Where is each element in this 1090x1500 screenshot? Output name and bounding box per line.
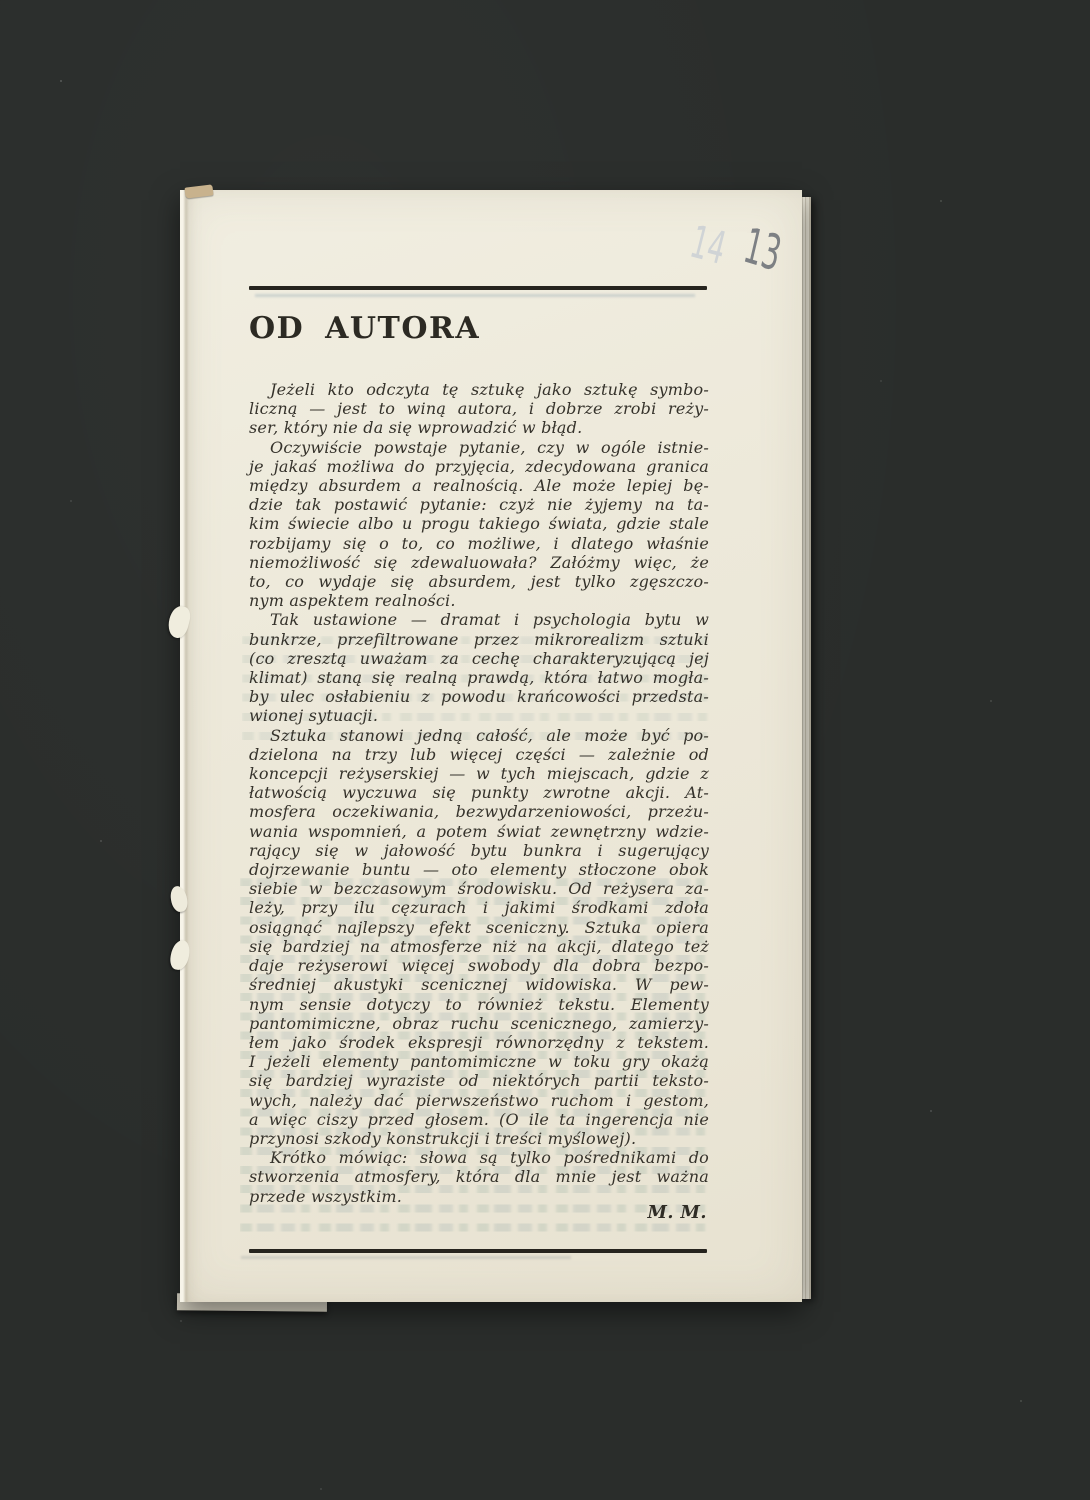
text-line: ser, który nie da się wprowadzić w błąd.: [249, 418, 583, 438]
paragraph: [249, 438, 709, 611]
torn-paper-chip: [169, 885, 188, 913]
dust-specks: [60, 80, 62, 82]
paragraph: [249, 610, 709, 725]
text-line: rający się w jałowość bytu bunkra i sugerujący: [249, 840, 709, 860]
text-line: to, co wydaje się absurdem, jest tylko zgęszczo-: [249, 572, 709, 592]
text-line: przynosi szkody konstrukcji i treści myślowej).: [249, 1128, 637, 1148]
author-initials: M. M.: [647, 1203, 707, 1223]
text-line: Krótko mówiąc: słowa są tylko pośrednikami do: [270, 1148, 709, 1168]
text-line: by ulec osłabieniu z powodu krańcowości przedsta-: [249, 687, 709, 707]
torn-paper-chip: [169, 939, 192, 972]
text-line: nym sensie dotyczy to również tekstu. Elementy: [249, 994, 709, 1014]
text-line: przede wszystkim.: [249, 1186, 403, 1206]
text-line: rozbijamy się o to, co możliwe, i dlatego właśnie: [249, 533, 709, 553]
text-line: siebie w bezczasowym środowisku. Od reżysera za-: [249, 879, 709, 899]
paragraph: [249, 380, 709, 438]
text-line: wych, należy dać pierwszeństwo ruchom i gestom,: [249, 1090, 709, 1110]
text-line: dojrzewanie buntu — oto elementy stłoczone obok: [249, 860, 709, 880]
text-line: stworzenia atmosfery, która dla mnie jest ważna: [249, 1167, 709, 1187]
text-line: dzie tak postawić pytanie: czyż nie żyjemy na ta-: [249, 495, 709, 515]
handwritten-number-faint: 14: [685, 215, 731, 276]
text-column: [249, 286, 709, 1271]
text-line: klimat) staną się realną prawdą, która łatwo mogła-: [249, 668, 709, 688]
text-line: Sztuka stanowi jedną całość, ale może być po-: [270, 725, 709, 745]
text-line: łem jako środek ekspresji równorzędny z tekstem.: [249, 1032, 709, 1052]
text-line: daje reżyserowi więcej swobody dla dobra bezpo-: [249, 956, 709, 976]
text-line: leży, przy ilu cęzurach i jakimi środkami zdoła: [249, 898, 709, 918]
text-line: wionej sytuacji.: [249, 706, 379, 726]
handwritten-page-number: 13: [738, 217, 787, 283]
text-line: osiągnąć najlepszy efekt sceniczny. Sztuka opiera: [249, 917, 709, 937]
text-line: niemożliwość się zdewaluowała? Załóżmy więc, że: [249, 552, 709, 572]
text-line: mosfera oczekiwania, bezwydarzeniowości, przeżu-: [249, 802, 709, 822]
text-line: średniej akustyki scenicznej widowiska. W pew-: [249, 975, 709, 995]
text-line: je jakaś możliwa do przyjęcia, zdecydowana granica: [249, 456, 709, 476]
text-line: między absurdem a realnością. Ale może lepiej bę-: [249, 476, 709, 496]
torn-paper-chip: [165, 604, 192, 640]
text-line: pantomimiczne, obraz ruchu scenicznego, zamierzy-: [249, 1013, 709, 1033]
book-page: [180, 190, 802, 1302]
text-line: dzielona na trzy lub więcej części — zależnie od: [249, 744, 709, 764]
text-line: Tak ustawione — dramat i psychologia bytu w: [270, 610, 709, 630]
text-line: się bardziej wyraziste od niektórych partii teksto-: [249, 1071, 709, 1091]
text-line: się bardziej na atmosferze niż na akcji, dlatego też: [249, 936, 709, 956]
text-line: (co zresztą uważam za cechę charakteryzującą jej: [249, 648, 709, 668]
text-line: nym aspektem realności.: [249, 591, 456, 611]
text-line: I jeżeli elementy pantomimiczne w toku gry okażą: [249, 1052, 709, 1072]
text-line: kim świecie albo u progu takiego świata, gdzie stale: [249, 514, 709, 534]
text-line: bunkrze, przefiltrowane przez mikrorealizm sztuki: [249, 629, 709, 649]
bottom-rule: [249, 1249, 707, 1253]
text-line: Oczywiście powstaje pytanie, czy w ogóle istnie-: [270, 437, 709, 457]
text-line: łatwością wyczuwa się punkty zwrotne akcji. At-: [249, 783, 709, 803]
body-text: [249, 380, 709, 1206]
text-line: a więc ciszy przed głosem. (O ile ta ingerencja nie: [249, 1109, 709, 1129]
top-rule: [249, 286, 707, 290]
paragraph: [249, 726, 709, 1148]
paragraph: [249, 1148, 709, 1206]
text-line: Jeżeli kto odczyta tę sztukę jako sztukę symbo-: [270, 380, 709, 399]
page-title: OD AUTORA: [249, 311, 481, 346]
text-line: koncepcji reżyserskiej — w tych miejscach, gdzie z: [249, 764, 709, 784]
torn-paper-chip-corner: [184, 184, 213, 198]
text-line: wania wspomnień, a potem świat zewnętrzny wdzie-: [249, 821, 709, 841]
text-line: liczną — jest to winą autora, i dobrze zrobi reży-: [249, 399, 709, 419]
